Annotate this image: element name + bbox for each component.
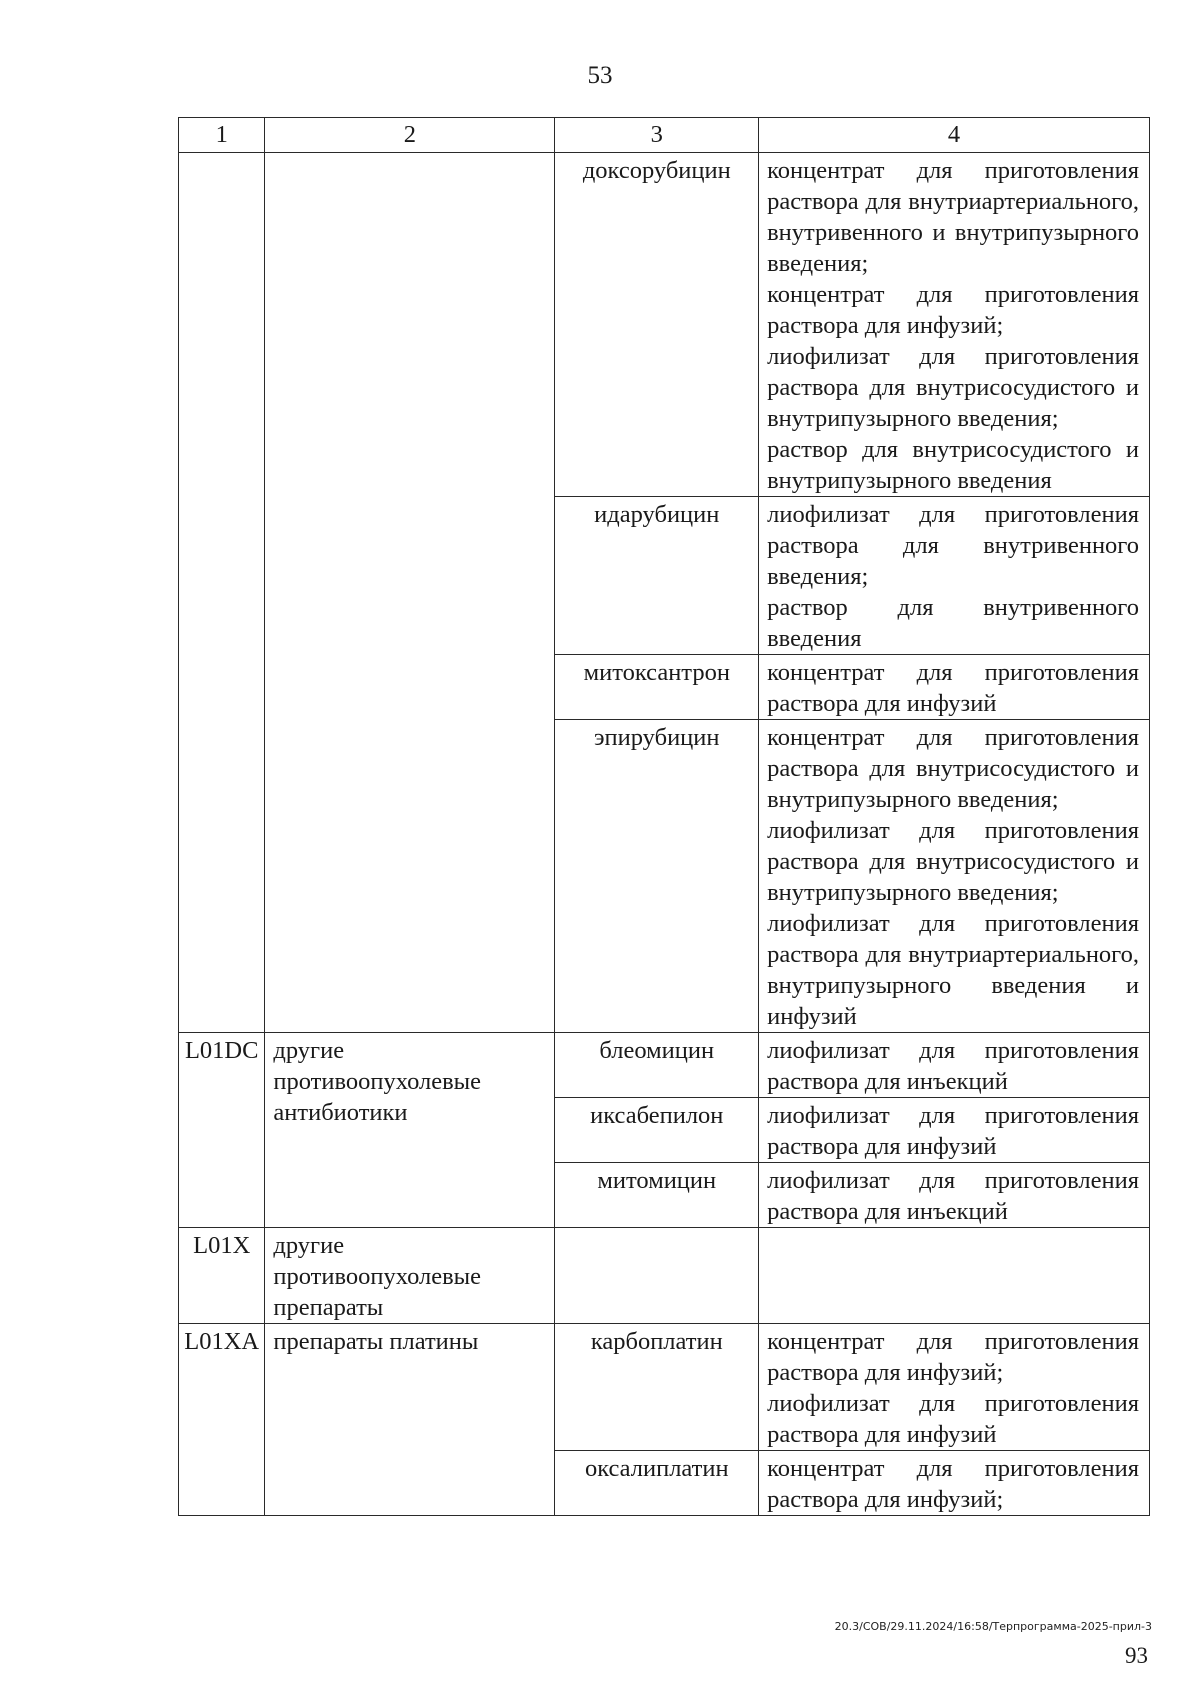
group-name: другие противоопухолевые антибиотики bbox=[265, 1033, 555, 1228]
drug-name-empty bbox=[555, 1228, 759, 1324]
column-header-4: 4 bbox=[759, 118, 1150, 153]
dosage-forms bbox=[759, 1451, 1150, 1516]
drug-name: иксабепилон bbox=[555, 1098, 759, 1163]
dosage-form: концентрат для приготовления раствора для инфузий; bbox=[767, 1455, 1139, 1513]
drug-name: оксалиплатин bbox=[555, 1451, 759, 1516]
drug-name: карбоплатин bbox=[555, 1324, 759, 1451]
drug-name: митомицин bbox=[555, 1163, 759, 1228]
drug-name: идарубицин bbox=[555, 497, 759, 655]
dosage-form: лиофилизат для приготовления раствора для инфузий bbox=[767, 1390, 1139, 1448]
dosage-form: лиофилизат для приготовления раствора для внутриартериального, внутрипузырного введения и инфузий bbox=[767, 910, 1139, 1030]
dosage-form: лиофилизат для приготовления раствора для инъекций bbox=[767, 1167, 1139, 1225]
column-header-3: 3 bbox=[555, 118, 759, 153]
dosage-form: раствор для внутривенного введения bbox=[767, 594, 1139, 652]
dosage-forms bbox=[759, 1163, 1150, 1228]
dosage-form: раствор для внутрисосудистого и внутрипузырного введения bbox=[767, 436, 1139, 494]
dosage-form: концентрат для приготовления раствора для инфузий bbox=[767, 659, 1139, 717]
atc-code: L01XA bbox=[179, 1324, 265, 1516]
footer-stamp: 20.3/СОВ/29.11.2024/16:58/Терпрограмма-2025-прил-3 bbox=[834, 1620, 1152, 1633]
dosage-forms bbox=[759, 1098, 1150, 1163]
dosage-form: концентрат для приготовления раствора для инфузий; bbox=[767, 1328, 1139, 1386]
column-header-1: 1 bbox=[179, 118, 265, 153]
dosage-form: концентрат для приготовления раствора для внутрисосудистого и внутрипузырного введения; bbox=[767, 724, 1139, 813]
dosage-forms bbox=[759, 153, 1150, 497]
page-number-bottom: 93 bbox=[1125, 1643, 1148, 1668]
code-cell bbox=[179, 153, 265, 1033]
atc-code: L01DC bbox=[179, 1033, 265, 1228]
dosage-form: лиофилизат для приготовления раствора для внутривенного введения; bbox=[767, 501, 1139, 590]
dosage-forms bbox=[759, 720, 1150, 1033]
dosage-form: лиофилизат для приготовления раствора для внутрисосудистого и внутрипузырного введения; bbox=[767, 817, 1139, 906]
dosage-forms bbox=[759, 497, 1150, 655]
table-row bbox=[179, 153, 1150, 497]
drug-name: митоксантрон bbox=[555, 655, 759, 720]
drug-name: доксорубицин bbox=[555, 153, 759, 497]
table-row bbox=[179, 1228, 1150, 1324]
group-name: препараты платины bbox=[265, 1324, 555, 1516]
drug-name: эпирубицин bbox=[555, 720, 759, 1033]
drug-name: блеомицин bbox=[555, 1033, 759, 1098]
dosage-form: лиофилизат для приготовления раствора для внутрисосудистого и внутрипузырного введения; bbox=[767, 343, 1139, 432]
table-row bbox=[179, 1033, 1150, 1098]
dosage-forms-empty bbox=[759, 1228, 1150, 1324]
group-name: другие противоопухолевые препараты bbox=[265, 1228, 555, 1324]
dosage-forms bbox=[759, 1324, 1150, 1451]
dosage-form: концентрат для приготовления раствора для внутриартериального, внутривенного и внутрипузырного введения; bbox=[767, 157, 1139, 277]
dosage-forms bbox=[759, 1033, 1150, 1098]
atc-code: L01X bbox=[179, 1228, 265, 1324]
dosage-forms bbox=[759, 655, 1150, 720]
page-number-top: 53 bbox=[587, 62, 613, 89]
dosage-form: концентрат для приготовления раствора для инфузий; bbox=[767, 281, 1139, 339]
medication-table bbox=[178, 117, 1150, 1516]
group-cell bbox=[265, 153, 555, 1033]
column-header-2: 2 bbox=[265, 118, 555, 153]
table-row bbox=[179, 1324, 1150, 1451]
dosage-form: лиофилизат для приготовления раствора для инъекций bbox=[767, 1037, 1139, 1095]
dosage-form: лиофилизат для приготовления раствора для инфузий bbox=[767, 1102, 1139, 1160]
table-header-row bbox=[179, 118, 1150, 153]
